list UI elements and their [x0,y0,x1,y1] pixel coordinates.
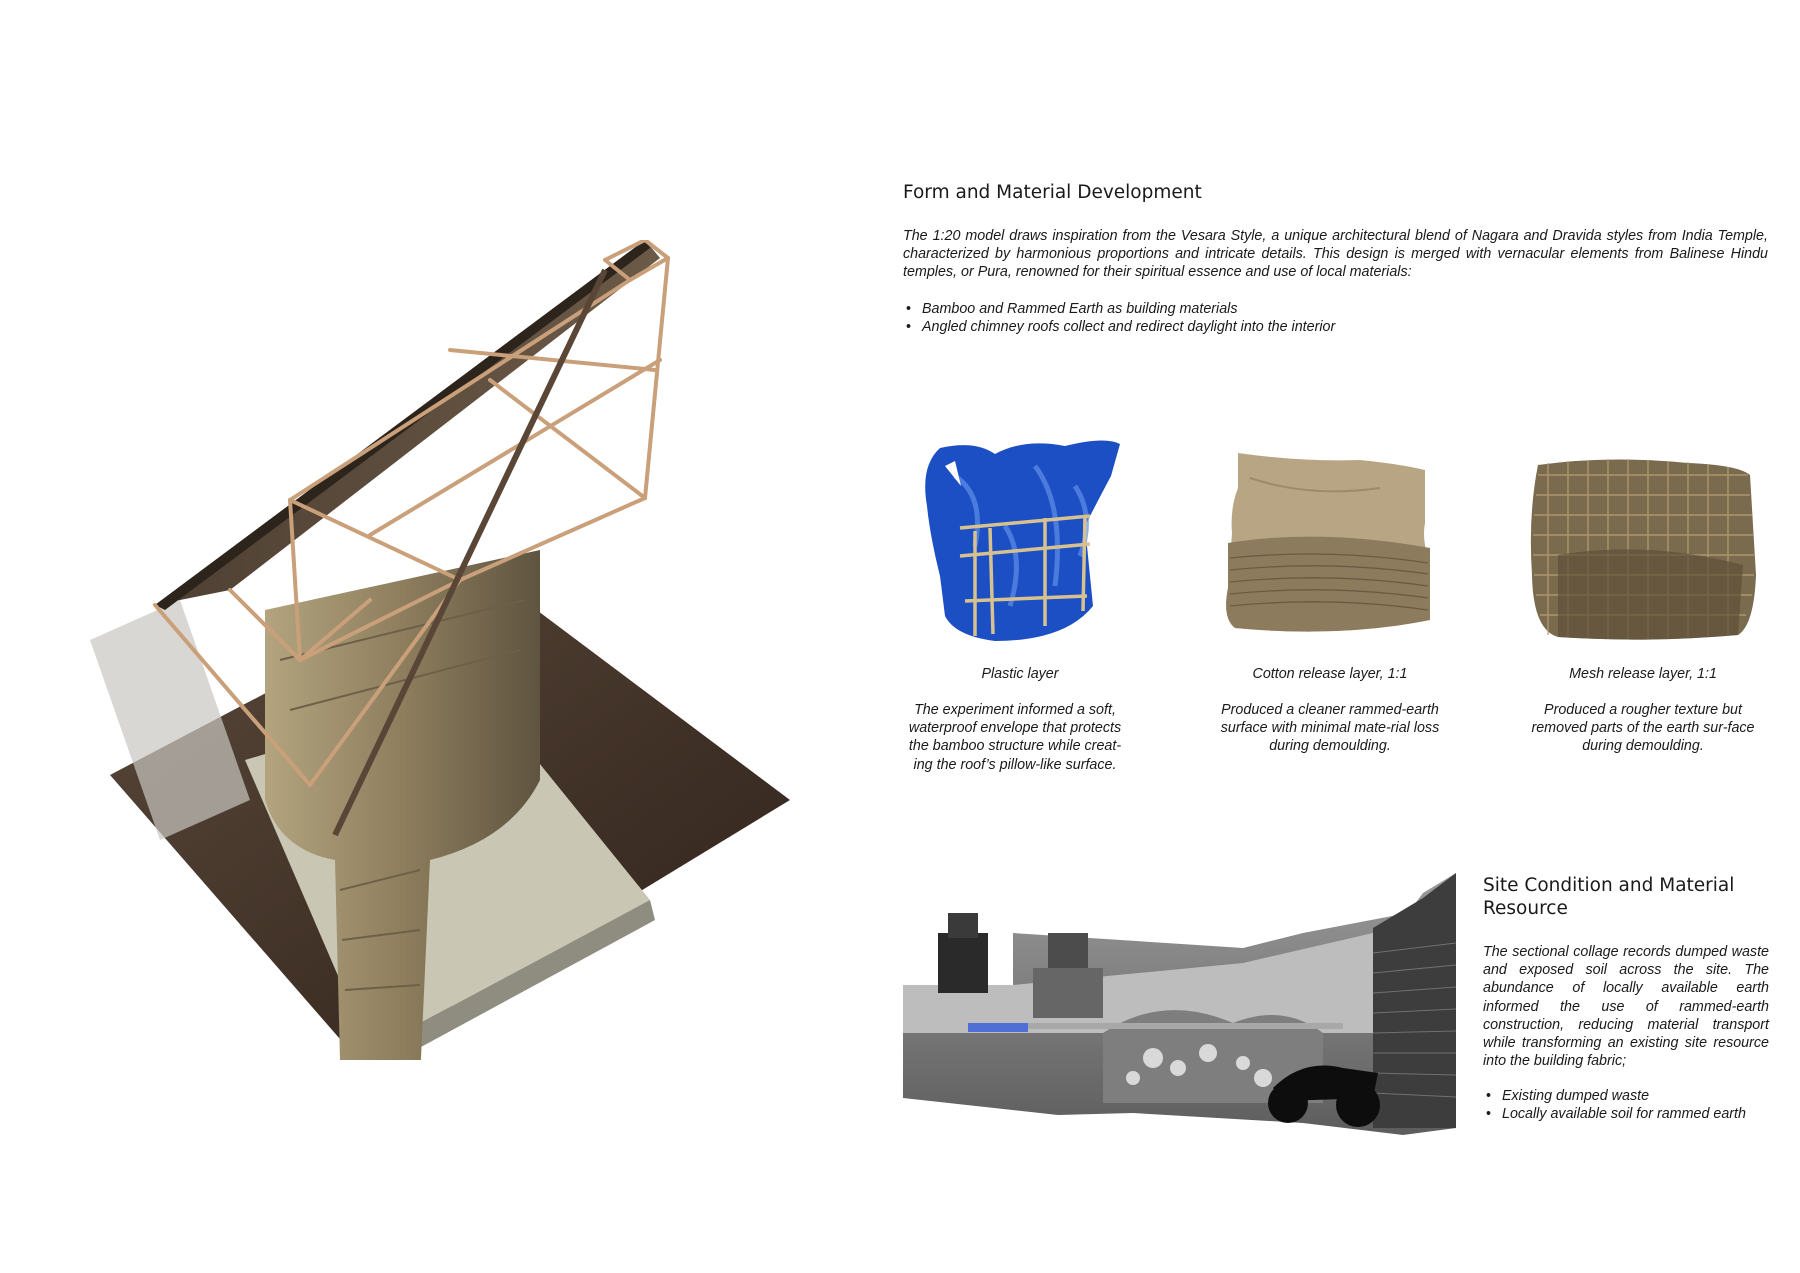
form-heading: Form and Material Development [903,182,1202,203]
sample-cotton-photo [1220,448,1432,638]
sample-mesh-caption: Mesh release layer, 1:1 [1569,666,1717,682]
site-heading [1483,874,1734,920]
model-photo [70,240,790,1060]
site-bullet: • Existing dumped waste [1483,1087,1773,1105]
sample-cotton-caption: Cotton release layer, 1:1 [1252,666,1408,682]
site-paragraph: The sectional collage records dumped waste and exposed soil across the site. The abundance of locally available earth informed the use of rammed-earth construction, reducing material transport while transforming an existing site resource into the building fabric; [1483,944,1769,1070]
site-collage [903,873,1456,1145]
sample-plastic-caption: Plastic layer [981,666,1059,682]
sample-mesh-description: Produced a rougher texture but removed parts of the earth sur-face during demoulding. [1531,702,1755,755]
site-heading-line2: Resource [1483,898,1568,919]
form-bullet: • Bamboo and Rammed Earth as building materials [903,300,1768,318]
site-heading-line1: Site Condition and Material [1483,875,1735,896]
sample-plastic-photo [915,436,1125,646]
sample-cotton-description: Produced a cleaner rammed-earth surface with minimal mate-rial loss during demoulding. [1220,702,1440,755]
form-intro: The 1:20 model draws inspiration from the Vesara Style, a unique architectural blend of Nagara and Dravida styles from India Temple, characterized by harmonious proportions and intricate details. This design is merged with vernacular elements from Balinese Hindu temples, or Pura, renowned for their spiritual essence and use of local materials: [903,228,1768,281]
site-bullets [1483,1087,1773,1123]
form-bullet: • Angled chimney roofs collect and redirect daylight into the interior [903,318,1768,336]
sample-mesh-photo [1528,455,1758,640]
site-bullet: • Locally available soil for rammed earth [1483,1105,1773,1123]
sample-plastic-description: The experiment informed a soft, waterproof envelope that protects the bamboo structure while creat-ing the roof’s pillow-like surface. [908,702,1122,773]
form-bullets [903,300,1768,336]
